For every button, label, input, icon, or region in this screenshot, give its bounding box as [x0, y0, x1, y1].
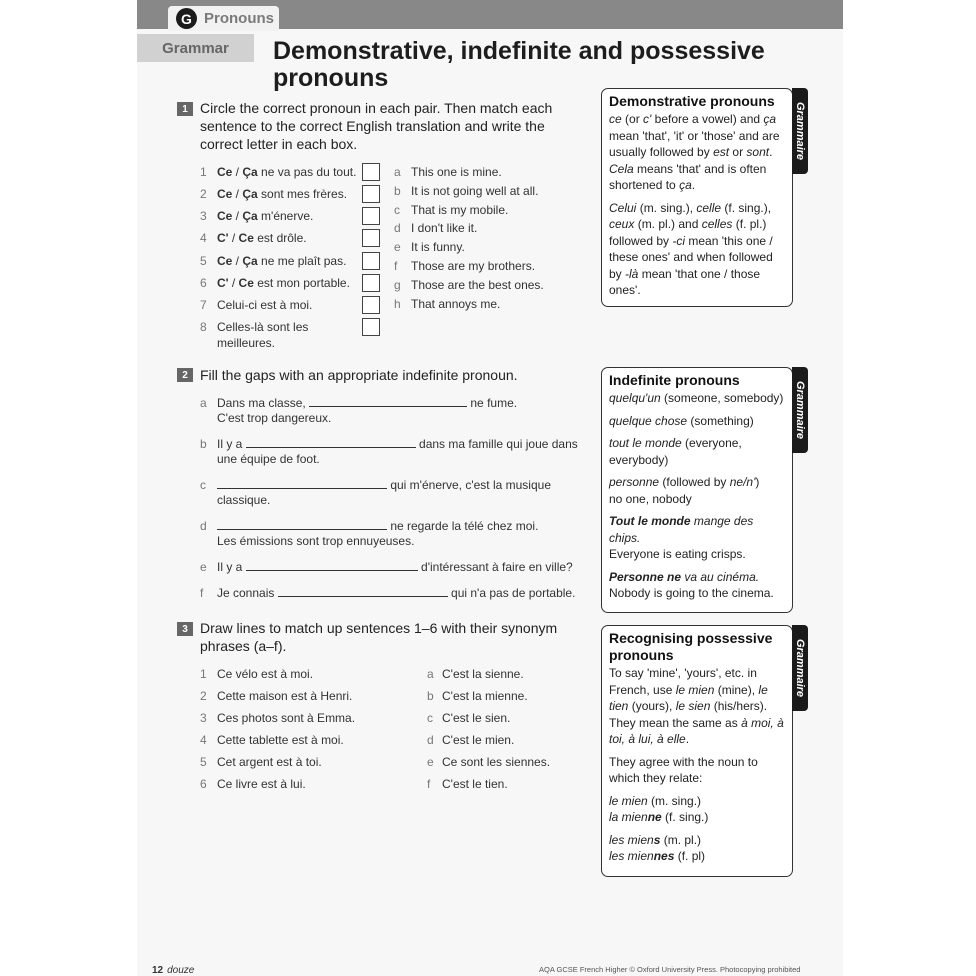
page-title — [273, 38, 773, 92]
exercise-3-number: 3 — [177, 622, 193, 636]
item-number: 1 — [200, 165, 207, 179]
fill-gap-continuation: C'est trop dangereux. — [217, 411, 332, 425]
match-text: C'est le tien. — [442, 777, 508, 791]
item-letter: f — [427, 777, 431, 791]
item-letter: c — [200, 478, 206, 492]
instruction-line: correct letter in each box. — [200, 136, 358, 152]
box-entry: personne (followed by ne/n') no one, nobody — [609, 475, 760, 506]
pronoun-option-a[interactable]: Ce — [217, 209, 233, 223]
gap-suffix: ne fume. — [467, 396, 518, 410]
sentence-text: ne me plaît pas. — [257, 254, 347, 268]
item-letter: a — [427, 667, 434, 681]
gap-line[interactable] — [309, 396, 467, 407]
fill-gap-continuation: une équipe de foot. — [217, 452, 320, 466]
item-letter: g — [394, 278, 401, 292]
grammaire-tab — [792, 625, 808, 711]
indefinite-pronouns-box — [601, 367, 793, 613]
item-number: 6 — [200, 276, 207, 290]
instruction-line: Draw lines to match up sentences 1–6 with their synonym — [200, 620, 558, 636]
sentence-text: est mon portable. — [253, 276, 350, 290]
exercise-3-instruction — [200, 619, 590, 655]
translation-text: That is my mobile. — [411, 203, 509, 217]
match-text: C'est la sienne. — [442, 667, 524, 681]
box-title: Recognising possessive pronouns — [609, 630, 773, 663]
item-letter: a — [394, 165, 401, 179]
item-letter: f — [394, 259, 398, 273]
pronoun-option-b[interactable]: Ça — [242, 187, 258, 201]
match-text: Cette tablette est à moi. — [217, 733, 344, 747]
item-letter: e — [200, 560, 207, 574]
item-number: 5 — [200, 254, 207, 268]
answer-box[interactable] — [362, 274, 380, 292]
gap-line[interactable] — [246, 560, 418, 571]
gap-suffix: d'intéressant à faire en ville? — [417, 560, 573, 574]
box-entry: quelqu'un (someone, somebody) — [609, 391, 784, 405]
section-tab — [168, 6, 279, 31]
pronoun-option-a[interactable]: Ce — [217, 254, 233, 268]
item-letter: h — [394, 297, 401, 311]
instruction-line: phrases (a–f). — [200, 638, 287, 654]
answer-box[interactable] — [362, 229, 380, 247]
separator: / — [232, 254, 243, 268]
instruction-line: Circle the correct pronoun in each pair. Then match each — [200, 100, 553, 116]
box-forms: le mien (m. sing.) la mienne (f. sing.) — [609, 793, 709, 824]
gap-line[interactable] — [278, 586, 448, 597]
page-number-word: douze — [167, 965, 195, 976]
copyright-notice: AQA GCSE French Higher © Oxford University Press. Photocopying prohibited — [539, 965, 801, 974]
sentence-continuation: meilleures. — [217, 336, 276, 350]
section-name: Pronouns — [204, 10, 274, 27]
box-entry: tout le monde (everyone, everybody) — [609, 436, 742, 467]
item-number: 3 — [200, 209, 207, 223]
match-text: Ce vélo est à moi. — [217, 667, 314, 681]
grammaire-tab — [792, 367, 808, 453]
item-letter: d — [427, 733, 434, 747]
page-footer-number — [152, 965, 194, 976]
match-text: Ce livre est à lui. — [217, 777, 306, 791]
pronoun-option-b[interactable]: Ça — [242, 254, 258, 268]
box-example: Personne ne va au cinéma. Nobody is going to the cinema. — [609, 569, 774, 600]
box-paragraph: ce (or c' before a vowel) and ça mean 'that', 'it' or 'those' and are usually followed by est or sont. Cela means 'that' and is often shortened to ça. — [609, 112, 780, 192]
page-title-line1: Demonstrative, indefinite and possessive — [273, 37, 765, 65]
gap-line[interactable] — [217, 478, 387, 489]
item-number: 1 — [200, 667, 207, 681]
item-letter: e — [427, 755, 434, 769]
sentence-text: sont mes frères. — [257, 187, 348, 201]
item-number: 7 — [200, 298, 207, 312]
gap-suffix: ne regarde la télé chez moi. — [387, 519, 539, 533]
gap-suffix: qui n'a pas de portable. — [447, 586, 576, 600]
grammaire-tab-label: Grammaire — [794, 638, 806, 698]
gap-line[interactable] — [246, 437, 416, 448]
box-title: Demonstrative pronouns — [609, 93, 775, 109]
answer-box[interactable] — [362, 163, 380, 181]
gap-prefix: Il y a — [217, 560, 246, 574]
item-number: 3 — [200, 711, 207, 725]
grammar-label: Grammar — [137, 34, 254, 62]
translation-text: Those are my brothers. — [411, 259, 536, 273]
match-text: C'est le mien. — [442, 733, 515, 747]
pronoun-option-b[interactable]: Ça — [242, 209, 258, 223]
pronoun-option-b[interactable]: Ce — [238, 231, 254, 245]
item-letter: b — [200, 437, 207, 451]
item-letter: c — [394, 203, 400, 217]
exercise-2-number: 2 — [177, 368, 193, 382]
translation-text: This one is mine. — [411, 165, 502, 179]
item-number: 4 — [200, 231, 207, 245]
box-paragraph: Celui (m. sing.), celle (f. sing.), ceux (m. pl.) and celles (f. pl.) followed by -ci mean 'this one / these ones' and when followed by -là mean 'that one / those ones'. — [609, 200, 773, 297]
pronoun-option-b[interactable]: Ce — [238, 276, 254, 290]
match-text: Ce sont les siennes. — [442, 755, 551, 769]
box-title: Indefinite pronouns — [609, 372, 740, 388]
separator: / — [232, 165, 243, 179]
translation-text: It is not going well at all. — [411, 184, 539, 198]
item-letter: b — [427, 689, 434, 703]
item-letter: b — [394, 184, 401, 198]
fill-gap-continuation: classique. — [217, 493, 271, 507]
item-letter: d — [200, 519, 207, 533]
translation-text: Those are the best ones. — [411, 278, 544, 292]
possessive-pronouns-box — [601, 625, 793, 877]
box-forms: les miens (m. pl.) les miennes (f. pl) — [609, 832, 706, 863]
gap-prefix: Il y a — [217, 437, 246, 451]
item-number: 4 — [200, 733, 207, 747]
translation-text: I don't like it. — [411, 221, 478, 235]
item-number: 2 — [200, 689, 207, 703]
match-text: C'est la mienne. — [442, 689, 528, 703]
separator: / — [232, 187, 243, 201]
answer-box[interactable] — [362, 207, 380, 225]
sentence-text: Celles-là sont les — [217, 320, 309, 334]
demonstrative-pronouns-box — [601, 88, 793, 307]
sentence-text: ne va pas du tout. — [257, 165, 357, 179]
exercise-2-instruction: Fill the gaps with an appropriate indefinite pronoun. — [200, 367, 518, 383]
separator: / — [228, 231, 239, 245]
gap-suffix: qui m'énerve, c'est la musique — [387, 478, 551, 492]
answer-box[interactable] — [362, 296, 380, 314]
item-letter: a — [200, 396, 207, 410]
page-number: 12 — [152, 965, 164, 976]
answer-box[interactable] — [362, 318, 380, 336]
grammaire-tab-label: Grammaire — [794, 101, 806, 161]
answer-box[interactable] — [362, 252, 380, 270]
sentence-text: Celui-ci est à moi. — [217, 298, 313, 312]
grammaire-tab-label: Grammaire — [794, 380, 806, 440]
translation-text: That annoys me. — [411, 297, 501, 311]
item-number: 5 — [200, 755, 207, 769]
match-text: Ces photos sont à Emma. — [217, 711, 356, 725]
exercise-1-instruction — [200, 99, 590, 153]
box-entry: quelque chose (something) — [609, 413, 754, 428]
match-text: Cette maison est à Henri. — [217, 689, 353, 703]
fill-gap-continuation: Les émissions sont trop ennuyeuses. — [217, 534, 415, 548]
box-example: Tout le monde mange des chips. Everyone is eating crisps. — [609, 514, 754, 561]
item-letter: c — [427, 711, 433, 725]
gap-prefix: Dans ma classe, — [217, 396, 310, 410]
match-text: C'est le sien. — [442, 711, 511, 725]
exercise-1-number: 1 — [177, 102, 193, 116]
separator: / — [232, 209, 243, 223]
gap-line[interactable] — [217, 519, 387, 530]
section-letter-badge: G — [176, 8, 197, 29]
gap-prefix: Je connais — [217, 586, 278, 600]
box-paragraph: To say 'mine', 'yours', etc. in French, use le mien (mine), le tien (yours), le sien (his/hers). They mean the same as à moi, à toi, à lui, à elle. — [609, 666, 784, 746]
item-number: 6 — [200, 777, 207, 791]
page-title-line2: pronouns — [273, 64, 389, 92]
gap-suffix: dans ma famille qui joue dans — [415, 437, 578, 451]
item-number: 2 — [200, 187, 207, 201]
pronoun-option-a[interactable]: C' — [217, 231, 229, 245]
translation-text: It is funny. — [411, 240, 465, 254]
item-letter: e — [394, 240, 401, 254]
pronoun-option-b[interactable]: Ça — [242, 165, 258, 179]
sentence-text: m'énerve. — [257, 209, 314, 223]
sentence-text: est drôle. — [253, 231, 307, 245]
pronoun-option-a[interactable]: Ce — [217, 165, 233, 179]
instruction-line: sentence to the correct English translation and write the — [200, 118, 545, 134]
match-text: Cet argent est à toi. — [217, 755, 322, 769]
item-letter: d — [394, 221, 401, 235]
pronoun-option-a[interactable]: C' — [217, 276, 229, 290]
box-paragraph: They agree with the noun to which they relate: — [609, 754, 758, 785]
answer-box[interactable] — [362, 185, 380, 203]
pronoun-option-a[interactable]: Ce — [217, 187, 233, 201]
separator: / — [228, 276, 239, 290]
grammaire-tab — [792, 88, 808, 174]
item-number: 8 — [200, 320, 207, 334]
item-letter: f — [200, 586, 204, 600]
